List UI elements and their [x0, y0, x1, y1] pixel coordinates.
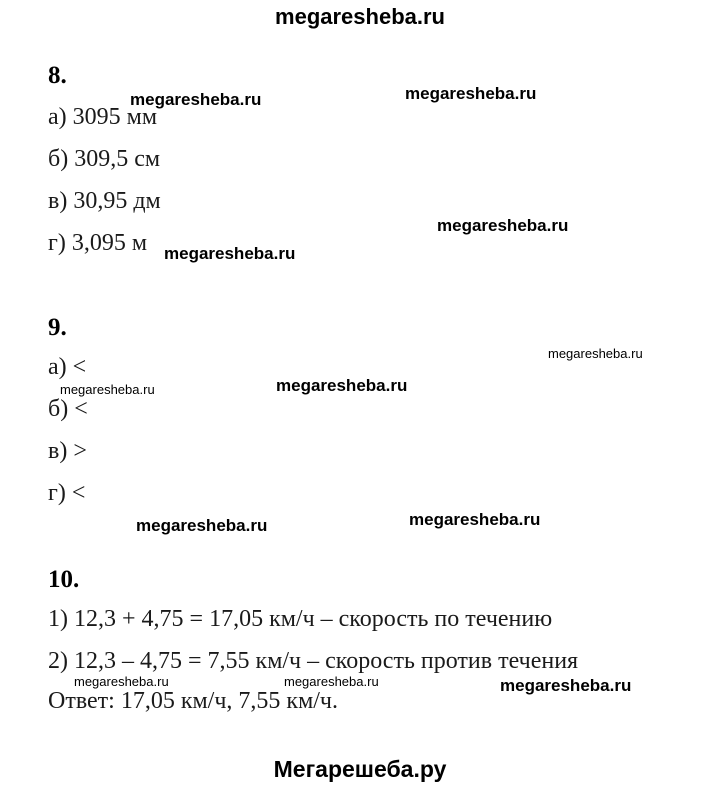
watermark: megaresheba.ru [164, 244, 296, 263]
task-8-answer-c: в) 30,95 дм [48, 188, 161, 214]
task-8-answer-d: г) 3,095 м [48, 230, 148, 256]
task-9-answer-a: а) < [48, 354, 87, 380]
task-9-answer-c: в) > [48, 438, 87, 464]
watermark: megaresheba.ru [500, 676, 632, 695]
watermark: megaresheba.ru [74, 674, 169, 689]
watermark: megaresheba.ru [437, 216, 569, 235]
task-8-number: 8. [48, 62, 67, 89]
watermark: megaresheba.ru [284, 674, 379, 689]
task-9-number: 9. [48, 314, 67, 341]
task-10-number: 10. [48, 566, 80, 593]
watermark: megaresheba.ru [136, 516, 268, 535]
watermark: megaresheba.ru [276, 376, 408, 395]
watermark: megaresheba.ru [60, 382, 155, 397]
task-10-step-2: 2) 12,3 – 4,75 = 7,55 км/ч – скорость против течения [48, 648, 579, 674]
watermark: megaresheba.ru [405, 84, 537, 103]
watermark: megaresheba.ru [130, 90, 262, 109]
watermark: megaresheba.ru [409, 510, 541, 529]
task-9-answer-d: г) < [48, 480, 86, 506]
task-10-answer: Ответ: 17,05 км/ч, 7,55 км/ч. [48, 688, 338, 714]
site-footer: Мегарешеба.ру [273, 756, 447, 782]
task-8-answer-b: б) 309,5 см [48, 146, 161, 172]
task-9-answer-b: б) < [48, 396, 88, 422]
task-10-step-1: 1) 12,3 + 4,75 = 17,05 км/ч – скорость по течению [48, 606, 553, 632]
task-8-answer-a: а) 3095 мм [48, 104, 158, 130]
site-header: megaresheba.ru [275, 4, 445, 29]
watermark: megaresheba.ru [548, 346, 643, 361]
